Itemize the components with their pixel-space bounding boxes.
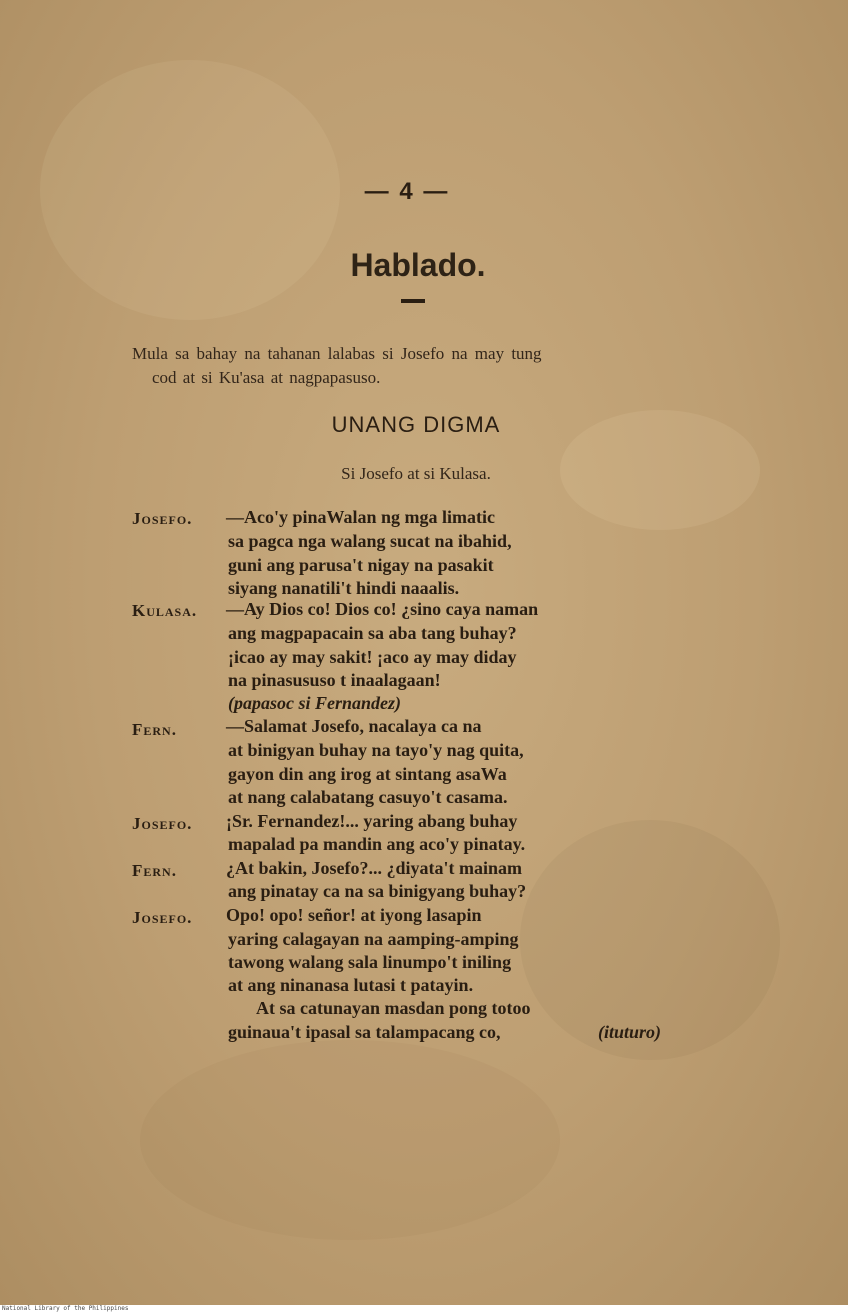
verse-line: na pinasususo t inaalagaan! — [228, 670, 441, 690]
speaker-label: Kulasa. — [132, 601, 198, 620]
verse-line: At sa catunayan masdan pong totoo — [256, 998, 531, 1018]
verse-line: at ang ninanasa lutasi t patayin. — [228, 975, 474, 995]
act-heading: UNANG DIGMA — [331, 412, 501, 437]
verse-line: —Salamat Josefo, nacalaya ca na — [226, 716, 482, 736]
verse-line: ¡icao ay may sakit! ¡aco ay may diday — [228, 647, 517, 667]
verse-line: —Ay Dios co! Dios co! ¿sino caya naman — [226, 599, 539, 619]
intro-text-line: cod at si Ku'asa at nagpapasuso. — [152, 368, 381, 387]
verse-line: ang pinatay ca na sa binigyang buhay? — [228, 881, 527, 901]
scene-characters: Si Josefo at si Kulasa. — [341, 464, 491, 483]
title-rule — [401, 299, 425, 303]
speaker-label: Fern. — [132, 720, 177, 739]
verse-line: guinaua't ipasal sa talampacang co, — [228, 1022, 501, 1042]
page-title: Hablado. — [350, 247, 486, 283]
verse-line: —Aco'y pinaWalan ng mga limatic — [226, 507, 496, 527]
verse-line: sa pagca nga walang sucat na ibahid, — [228, 531, 512, 551]
verse-line: Opo! opo! señor! at iyong lasapin — [226, 905, 482, 925]
verse-line: siyang nanatili't hindi naaalis. — [228, 578, 460, 598]
intro-text-line: Mula sa bahay na tahanan lalabas si Josefo na may tung — [132, 344, 542, 363]
footer-credit: National Library of the Philippines — [0, 1305, 848, 1313]
verse-line: tawong walang sala linumpo't iniling — [228, 952, 512, 972]
stage-direction: (ituturo) — [598, 1022, 662, 1042]
verse-line: ¿At bakin, Josefo?... ¿diyata't mainam — [226, 858, 523, 878]
speaker-label: Josefo. — [132, 814, 193, 833]
speaker-label: Josefo. — [132, 509, 193, 528]
verse-line: guni ang parusa't nigay na pasakit — [228, 555, 494, 575]
page-number: — 4 — — [364, 178, 450, 205]
verse-line: mapalad pa mandin ang aco'y pinatay. — [228, 834, 526, 854]
verse-line: ¡Sr. Fernandez!... yaring abang buhay — [226, 811, 518, 831]
verse-line: gayon din ang irog at sintang asaWa — [228, 764, 507, 784]
speaker-label: Josefo. — [132, 908, 193, 927]
verse-line: at nang calabatang casuyo't casama. — [228, 787, 508, 807]
verse-line: at binigyan buhay na tayo'y nag quita, — [228, 740, 524, 760]
stage-direction: (papasoc si Fernandez) — [228, 693, 402, 713]
speaker-label: Fern. — [132, 861, 177, 880]
verse-line: ang magpapacain sa aba tang buhay? — [228, 623, 517, 643]
verse-line: yaring calagayan na aamping-amping — [228, 929, 519, 949]
